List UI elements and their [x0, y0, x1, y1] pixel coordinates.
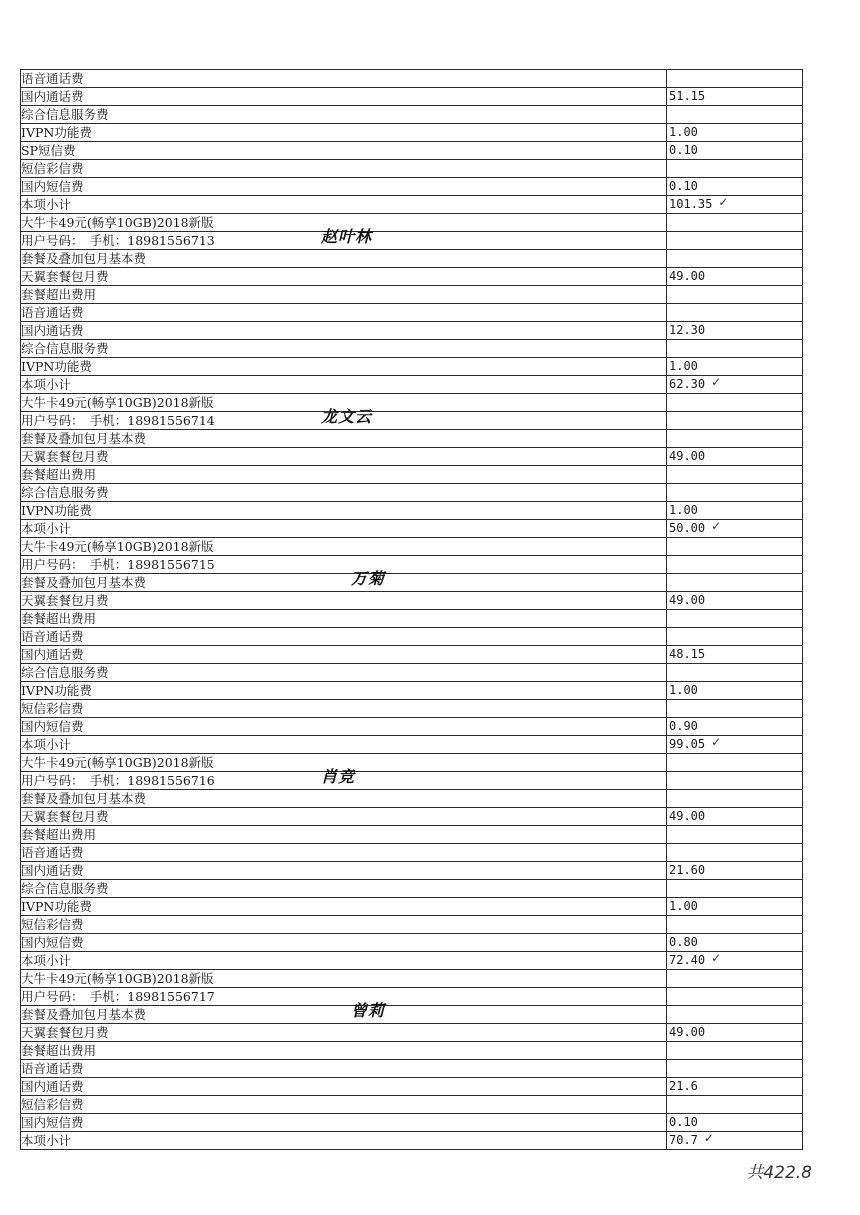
table-row	[21, 1060, 803, 1078]
item-label-cell	[21, 250, 667, 268]
item-label-cell	[21, 556, 667, 574]
amount-cell	[667, 574, 803, 592]
item-label-cell	[21, 286, 667, 304]
amount-cell	[667, 844, 803, 862]
amount-value: 99.05	[669, 737, 706, 751]
item-label: 语音通话费	[21, 629, 84, 644]
table-row	[21, 1078, 803, 1096]
item-label-cell	[21, 484, 667, 502]
item-label-cell	[21, 1078, 667, 1096]
item-label: 本项小计	[21, 197, 72, 212]
item-label: 用户号码： 手机：18981556713	[21, 233, 215, 248]
item-label: 国内短信费	[21, 1115, 84, 1130]
item-label: 语音通话费	[21, 1061, 84, 1076]
amount-value: 1.00	[669, 899, 698, 913]
item-label-cell	[21, 340, 667, 358]
amount-cell	[667, 304, 803, 322]
table-row	[21, 412, 803, 430]
handwritten-signature: 万菊	[351, 569, 386, 588]
item-label: 天翼套餐包月费	[21, 269, 109, 284]
amount-cell	[667, 430, 803, 448]
amount-cell	[667, 340, 803, 358]
item-label: 大牛卡49元(畅享10GB)2018新版	[21, 395, 214, 410]
item-label-cell	[21, 160, 667, 178]
table-row	[21, 700, 803, 718]
table-row	[21, 718, 803, 736]
amount-value: 1.00	[669, 503, 698, 517]
table-row	[21, 826, 803, 844]
item-label-cell	[21, 610, 667, 628]
amount-value: 0.80	[669, 935, 698, 949]
item-label: 本项小计	[21, 953, 72, 968]
item-label-cell	[21, 790, 667, 808]
item-label: 套餐及叠加包月基本费	[21, 791, 147, 806]
item-label-cell	[21, 448, 667, 466]
item-label-cell	[21, 70, 667, 88]
amount-cell	[667, 358, 803, 376]
item-label: 大牛卡49元(畅享10GB)2018新版	[21, 971, 214, 986]
table-row	[21, 70, 803, 88]
table-row	[21, 574, 803, 592]
amount-cell	[667, 376, 803, 394]
amount-value: 21.60	[669, 863, 706, 877]
item-label: 短信彩信费	[21, 917, 84, 932]
table-row	[21, 610, 803, 628]
item-label: 短信彩信费	[21, 1097, 84, 1112]
amount-cell	[667, 790, 803, 808]
item-label-cell	[21, 718, 667, 736]
amount-cell	[667, 610, 803, 628]
table-row	[21, 106, 803, 124]
subtotal-row	[21, 1132, 803, 1150]
amount-cell	[667, 178, 803, 196]
subtotal-row	[21, 376, 803, 394]
item-label-cell	[21, 358, 667, 376]
amount-cell	[667, 772, 803, 790]
amount-cell	[667, 538, 803, 556]
amount-cell	[667, 70, 803, 88]
table-row	[21, 304, 803, 322]
table-row	[21, 502, 803, 520]
amount-cell	[667, 1042, 803, 1060]
amount-value: 49.00	[669, 809, 706, 823]
item-label: 语音通话费	[21, 305, 84, 320]
subtotal-row	[21, 952, 803, 970]
amount-value: 49.00	[669, 449, 706, 463]
item-label-cell	[21, 569, 667, 592]
amount-cell	[667, 268, 803, 286]
item-label-cell	[21, 106, 667, 124]
item-label: 语音通话费	[21, 845, 84, 860]
item-label: 综合信息服务费	[21, 107, 109, 122]
amount-value: 101.35	[669, 197, 713, 211]
amount-value: 72.40	[669, 953, 706, 967]
amount-value: 49.00	[669, 593, 706, 607]
amount-value: 0.90	[669, 719, 698, 733]
item-label: IVPN功能费	[21, 503, 92, 518]
checkmark-icon: ✓	[718, 195, 729, 209]
item-label-cell	[21, 227, 667, 250]
amount-cell	[667, 718, 803, 736]
amount-cell	[667, 88, 803, 106]
amount-cell	[667, 646, 803, 664]
amount-value: 48.15	[669, 647, 706, 661]
table-row	[21, 934, 803, 952]
item-label-cell	[21, 970, 667, 988]
item-label-cell	[21, 844, 667, 862]
item-label: 语音通话费	[21, 71, 84, 86]
table-row	[21, 916, 803, 934]
amount-cell	[667, 592, 803, 610]
table-row	[21, 430, 803, 448]
table-row	[21, 628, 803, 646]
item-label-cell	[21, 407, 667, 430]
amount-cell	[667, 628, 803, 646]
amount-cell	[667, 1006, 803, 1024]
amount-value: 21.6	[669, 1079, 698, 1093]
item-label-cell	[21, 664, 667, 682]
table-row	[21, 988, 803, 1006]
table-row	[21, 466, 803, 484]
item-label-cell	[21, 934, 667, 952]
table-row	[21, 1114, 803, 1132]
item-label-cell	[21, 520, 667, 538]
item-label: 用户号码： 手机：18981556715	[21, 557, 215, 572]
item-label: 大牛卡49元(畅享10GB)2018新版	[21, 539, 214, 554]
amount-cell	[667, 106, 803, 124]
item-label-cell	[21, 808, 667, 826]
item-label: 套餐及叠加包月基本费	[21, 251, 147, 266]
item-label: 用户号码： 手机：18981556716	[21, 773, 215, 788]
table-row	[21, 214, 803, 232]
table-row	[21, 970, 803, 988]
item-label: 本项小计	[21, 521, 72, 536]
amount-value: 62.30	[669, 377, 706, 391]
item-label: 国内通话费	[21, 89, 84, 104]
subtotal-row	[21, 196, 803, 214]
item-label: 短信彩信费	[21, 161, 84, 176]
table-row	[21, 646, 803, 664]
item-label-cell	[21, 178, 667, 196]
table-row	[21, 754, 803, 772]
table-row	[21, 286, 803, 304]
subtotal-row	[21, 520, 803, 538]
table-row	[21, 790, 803, 808]
amount-cell	[667, 736, 803, 754]
item-label: 本项小计	[21, 1133, 72, 1148]
handwritten-signature: 曾莉	[351, 1001, 386, 1020]
billing-detail-table	[20, 69, 803, 1150]
amount-value: 1.00	[669, 683, 698, 697]
item-label-cell	[21, 466, 667, 484]
table-row	[21, 394, 803, 412]
item-label-cell	[21, 682, 667, 700]
item-label: 综合信息服务费	[21, 485, 109, 500]
amount-cell	[667, 934, 803, 952]
item-label: 套餐超出费用	[21, 827, 97, 842]
subtotal-row	[21, 736, 803, 754]
item-label-cell	[21, 142, 667, 160]
amount-cell	[667, 916, 803, 934]
table-row	[21, 1024, 803, 1042]
amount-value: 51.15	[669, 89, 706, 103]
item-label: 大牛卡49元(畅享10GB)2018新版	[21, 755, 214, 770]
item-label-cell	[21, 1060, 667, 1078]
amount-cell	[667, 520, 803, 538]
item-label: 国内通话费	[21, 647, 84, 662]
item-label-cell	[21, 736, 667, 754]
item-label: 套餐及叠加包月基本费	[21, 431, 147, 446]
amount-cell	[667, 142, 803, 160]
item-label-cell	[21, 1042, 667, 1060]
item-label-cell	[21, 430, 667, 448]
amount-cell	[667, 1096, 803, 1114]
amount-cell	[667, 322, 803, 340]
item-label-cell	[21, 916, 667, 934]
amount-cell	[667, 808, 803, 826]
item-label: 用户号码： 手机：18981556717	[21, 989, 215, 1004]
item-label-cell	[21, 700, 667, 718]
item-label: 天翼套餐包月费	[21, 449, 109, 464]
item-label-cell	[21, 628, 667, 646]
item-label: 国内短信费	[21, 179, 84, 194]
item-label-cell	[21, 304, 667, 322]
amount-cell	[667, 250, 803, 268]
amount-cell	[667, 952, 803, 970]
item-label-cell	[21, 1024, 667, 1042]
item-label-cell	[21, 862, 667, 880]
handwritten-signature: 肖竞	[321, 767, 356, 786]
item-label: IVPN功能费	[21, 899, 92, 914]
item-label-cell	[21, 502, 667, 520]
item-label: 短信彩信费	[21, 701, 84, 716]
item-label-cell	[21, 268, 667, 286]
amount-cell	[667, 898, 803, 916]
amount-cell	[667, 700, 803, 718]
item-label: 套餐超出费用	[21, 287, 97, 302]
item-label: IVPN功能费	[21, 125, 92, 140]
table-row	[21, 1096, 803, 1114]
amount-cell	[667, 1114, 803, 1132]
amount-cell	[667, 484, 803, 502]
item-label-cell	[21, 767, 667, 790]
item-label: IVPN功能费	[21, 359, 92, 374]
table-row	[21, 664, 803, 682]
amount-cell	[667, 1078, 803, 1096]
item-label-cell	[21, 898, 667, 916]
item-label: 套餐及叠加包月基本费	[21, 575, 147, 590]
table-row	[21, 88, 803, 106]
amount-cell	[667, 880, 803, 898]
item-label: 国内短信费	[21, 719, 84, 734]
checkmark-icon: ✓	[711, 375, 722, 389]
item-label: 套餐超出费用	[21, 467, 97, 482]
amount-cell	[667, 448, 803, 466]
table-row	[21, 1006, 803, 1024]
amount-cell	[667, 556, 803, 574]
checkmark-icon: ✓	[711, 951, 722, 965]
item-label: 套餐及叠加包月基本费	[21, 1007, 147, 1022]
item-label: 大牛卡49元(畅享10GB)2018新版	[21, 215, 214, 230]
amount-cell	[667, 826, 803, 844]
item-label-cell	[21, 1114, 667, 1132]
table-row	[21, 124, 803, 142]
item-label-cell	[21, 124, 667, 142]
item-label: 本项小计	[21, 737, 72, 752]
item-label-cell	[21, 952, 667, 970]
checkmark-icon: ✓	[703, 1131, 714, 1145]
item-label-cell	[21, 826, 667, 844]
item-label-cell	[21, 880, 667, 898]
amount-cell	[667, 232, 803, 250]
amount-cell	[667, 862, 803, 880]
table-row	[21, 160, 803, 178]
item-label: 国内短信费	[21, 935, 84, 950]
item-label: 天翼套餐包月费	[21, 593, 109, 608]
item-label: 用户号码： 手机：18981556714	[21, 413, 215, 428]
table-row	[21, 340, 803, 358]
item-label-cell	[21, 376, 667, 394]
handwritten-signature: 龙文云	[321, 407, 373, 426]
amount-cell	[667, 160, 803, 178]
amount-value: 0.10	[669, 1115, 698, 1129]
item-label: 天翼套餐包月费	[21, 1025, 109, 1040]
amount-cell	[667, 124, 803, 142]
amount-cell	[667, 196, 803, 214]
item-label-cell	[21, 1132, 667, 1150]
amount-value: 0.10	[669, 143, 698, 157]
item-label-cell	[21, 196, 667, 214]
table-row	[21, 232, 803, 250]
item-label-cell	[21, 88, 667, 106]
amount-cell	[667, 970, 803, 988]
amount-cell	[667, 754, 803, 772]
amount-cell	[667, 412, 803, 430]
item-label: 天翼套餐包月费	[21, 809, 109, 824]
table-row	[21, 862, 803, 880]
item-label: 本项小计	[21, 377, 72, 392]
amount-value: 50.00	[669, 521, 706, 535]
item-label-cell	[21, 538, 667, 556]
table-row	[21, 682, 803, 700]
amount-cell	[667, 502, 803, 520]
checkmark-icon: ✓	[711, 735, 722, 749]
amount-value: 1.00	[669, 125, 698, 139]
amount-value: 49.00	[669, 1025, 706, 1039]
table-row	[21, 322, 803, 340]
item-label-cell	[21, 322, 667, 340]
amount-cell	[667, 394, 803, 412]
item-label: 国内通话费	[21, 1079, 84, 1094]
item-label: 套餐超出费用	[21, 1043, 97, 1058]
item-label: 国内通话费	[21, 863, 84, 878]
amount-cell	[667, 286, 803, 304]
table-row	[21, 898, 803, 916]
table-row	[21, 808, 803, 826]
checkmark-icon: ✓	[711, 519, 722, 533]
amount-value: 0.10	[669, 179, 698, 193]
item-label: 套餐超出费用	[21, 611, 97, 626]
table-row	[21, 250, 803, 268]
amount-cell	[667, 1024, 803, 1042]
item-label-cell	[21, 592, 667, 610]
amount-cell	[667, 988, 803, 1006]
table-row	[21, 484, 803, 502]
table-row	[21, 358, 803, 376]
amount-value: 49.00	[669, 269, 706, 283]
table-row	[21, 538, 803, 556]
item-label: 综合信息服务费	[21, 881, 109, 896]
amount-cell	[667, 1060, 803, 1078]
amount-cell	[667, 1132, 803, 1150]
handwritten-signature: 赵叶林	[321, 227, 373, 246]
table-row	[21, 592, 803, 610]
item-label-cell	[21, 646, 667, 664]
item-label: 国内通话费	[21, 323, 84, 338]
amount-value: 1.00	[669, 359, 698, 373]
table-row	[21, 556, 803, 574]
table-row	[21, 1042, 803, 1060]
amount-cell	[667, 214, 803, 232]
table-row	[21, 844, 803, 862]
table-row	[21, 772, 803, 790]
amount-value: 12.30	[669, 323, 706, 337]
handwritten-total-note: 共422.8	[746, 1163, 812, 1183]
amount-value: 70.7	[669, 1133, 698, 1147]
table-row	[21, 880, 803, 898]
item-label-cell	[21, 1096, 667, 1114]
table-row	[21, 448, 803, 466]
item-label: IVPN功能费	[21, 683, 92, 698]
item-label: SP短信费	[21, 143, 76, 158]
item-label-cell	[21, 988, 667, 1006]
table-row	[21, 268, 803, 286]
amount-cell	[667, 466, 803, 484]
table-row	[21, 178, 803, 196]
item-label-cell	[21, 1001, 667, 1024]
item-label: 综合信息服务费	[21, 341, 109, 356]
amount-cell	[667, 682, 803, 700]
item-label: 综合信息服务费	[21, 665, 109, 680]
table-row	[21, 142, 803, 160]
billing-rows	[21, 70, 803, 1150]
amount-cell	[667, 664, 803, 682]
